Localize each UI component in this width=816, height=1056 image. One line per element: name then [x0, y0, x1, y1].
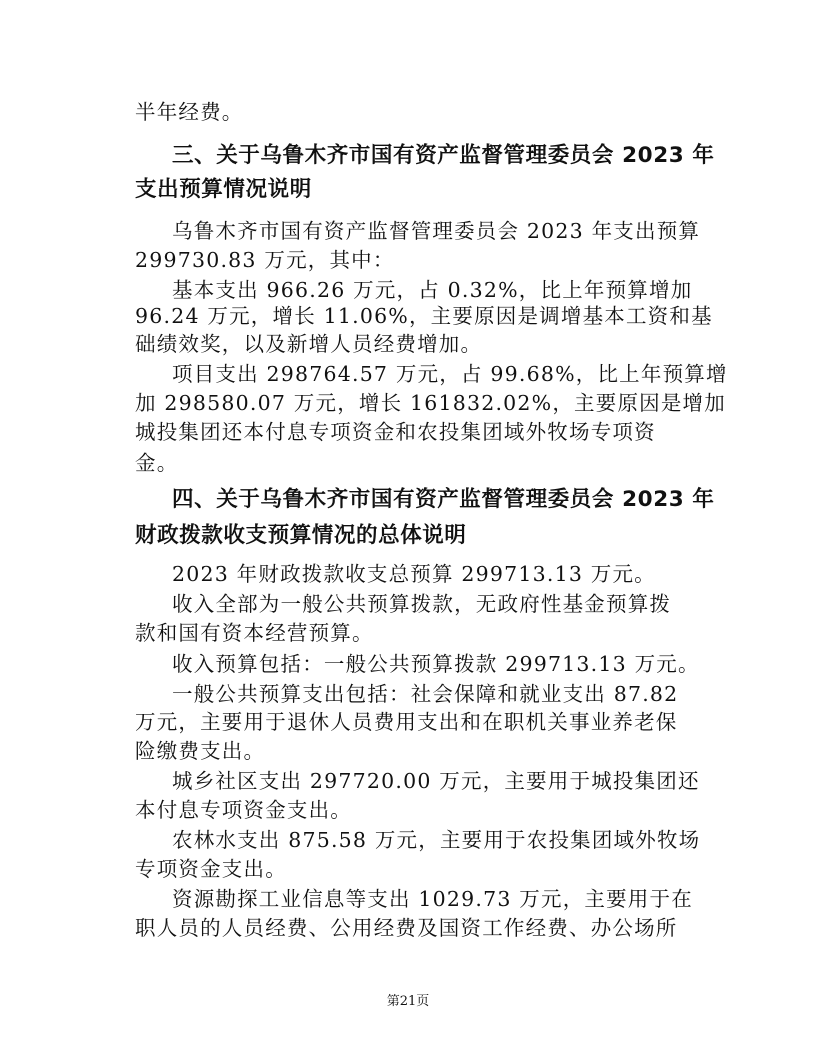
page-number: 第21页: [386, 994, 430, 1009]
section-heading: 三、关于乌鲁木齐市国有资产监督管理委员会 2023 年: [172, 143, 715, 168]
paragraph-line: 收入全部为一般公共预算拨款，无政府性基金预算拨: [172, 592, 672, 616]
paragraph-line: 299730.83 万元，其中：: [135, 248, 395, 272]
section-heading: 支出预算情况说明: [135, 177, 312, 202]
paragraph-line: 险缴费支出。: [135, 739, 266, 763]
paragraph-line: 2023 年财政拨款收支总预算 299713.13 万元。: [172, 562, 656, 586]
paragraph-line: 础绩效奖，以及新增人员经费增加。: [135, 332, 483, 356]
paragraph-line: 城乡社区支出 297720.00 万元，主要用于城投集团还: [172, 769, 700, 793]
paragraph-line: 城投集团还本付息专项资金和农投集团域外牧场专项资: [135, 420, 656, 444]
paragraph-line: 职人员的人员经费、公用经费及国资工作经费、办公场所: [135, 916, 678, 940]
paragraph-line: 基本支出 966.26 万元，占 0.32%，比上年预算增加: [172, 278, 693, 302]
paragraph-line: 专项资金支出。: [135, 857, 287, 881]
paragraph-line: 资源勘探工业信息等支出 1029.73 万元，主要用于在: [172, 887, 693, 911]
paragraph-line: 金。: [135, 451, 179, 475]
section-heading: 财政拨款收支预算情况的总体说明: [135, 523, 467, 548]
paragraph-line: 本付息专项资金支出。: [135, 798, 352, 822]
paragraph-line: 万元，主要用于退休人员费用支出和在职机关事业养老保: [135, 710, 678, 734]
paragraph-line: 乌鲁木齐市国有资产监督管理委员会 2023 年支出预算: [172, 219, 701, 243]
paragraph-line: 加 298580.07 万元，增长 161832.02%，主要原因是增加: [135, 391, 726, 415]
paragraph-line: 半年经费。: [135, 100, 244, 124]
paragraph-line: 款和国有资本经营预算。: [135, 621, 374, 645]
paragraph-line: 收入预算包括：一般公共预算拨款 299713.13 万元。: [172, 652, 700, 676]
paragraph-line: 农林水支出 875.58 万元，主要用于农投集团域外牧场: [172, 828, 701, 852]
paragraph-line: 一般公共预算支出包括：社会保障和就业支出 87.82: [172, 682, 679, 706]
paragraph-line: 96.24 万元，增长 11.06%，主要原因是调增基本工资和基: [135, 304, 713, 328]
section-heading: 四、关于乌鲁木齐市国有资产监督管理委员会 2023 年: [172, 487, 715, 512]
paragraph-line: 项目支出 298764.57 万元，占 99.68%，比上年预算增: [172, 362, 728, 386]
